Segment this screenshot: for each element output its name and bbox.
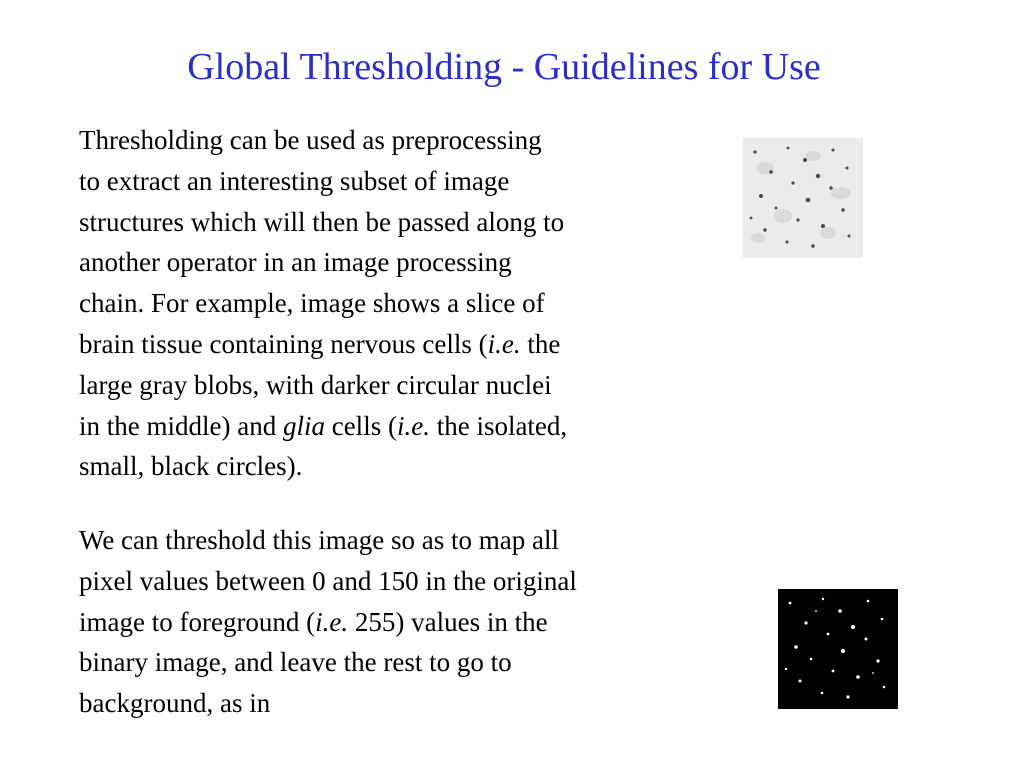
text-run: background, as in xyxy=(79,688,271,719)
text-line xyxy=(79,602,577,643)
slide-title: Global Thresholding - Guidelines for Use xyxy=(187,46,821,88)
text-line xyxy=(79,561,577,602)
text-line xyxy=(79,283,567,324)
text-run: small, black circles). xyxy=(79,451,303,482)
text-run: chain. For example, image shows a slice of xyxy=(79,288,545,319)
text-run: brain tissue containing nervous cells ( xyxy=(79,328,488,359)
text-run: binary image, and leave the rest to go to xyxy=(79,647,512,678)
paragraph-preprocessing xyxy=(79,120,567,487)
text-run: another operator in an image processing xyxy=(79,247,512,278)
text-run: the isolated, xyxy=(429,410,568,441)
text-line xyxy=(79,520,577,561)
text-run: cells ( xyxy=(324,410,397,441)
text-run: large gray blobs, with darker circular nuclei xyxy=(79,369,552,400)
paragraph-threshold xyxy=(79,520,577,724)
italic-run: i.e. xyxy=(487,328,521,359)
text-line xyxy=(79,120,567,161)
text-line xyxy=(79,324,567,365)
text-line xyxy=(79,365,567,406)
thresholded-binary-image xyxy=(778,589,898,709)
text-line xyxy=(79,683,577,724)
text-run: We can threshold this image so as to map all xyxy=(79,525,559,555)
text-line xyxy=(79,642,577,683)
text-run: image to foreground ( xyxy=(79,606,316,637)
italic-run: i.e. xyxy=(396,410,430,441)
text-run: Thresholding can be used as preprocessing xyxy=(79,125,542,155)
text-run: pixel values between 0 and 150 in the original xyxy=(79,565,577,596)
italic-run: glia xyxy=(282,410,325,441)
brain-tissue-image xyxy=(743,138,863,258)
text-run: structures which will then be passed along to xyxy=(79,206,565,237)
text-run: 255) values in the xyxy=(348,606,548,637)
text-line xyxy=(79,406,567,447)
italic-run: i.e. xyxy=(315,606,349,637)
text-line xyxy=(79,161,567,202)
text-run: in the middle) and xyxy=(79,410,283,441)
text-run: the xyxy=(520,328,561,359)
text-line xyxy=(79,242,567,283)
text-line xyxy=(79,446,567,487)
text-run: to extract an interesting subset of image xyxy=(79,165,510,196)
text-line xyxy=(79,202,567,243)
